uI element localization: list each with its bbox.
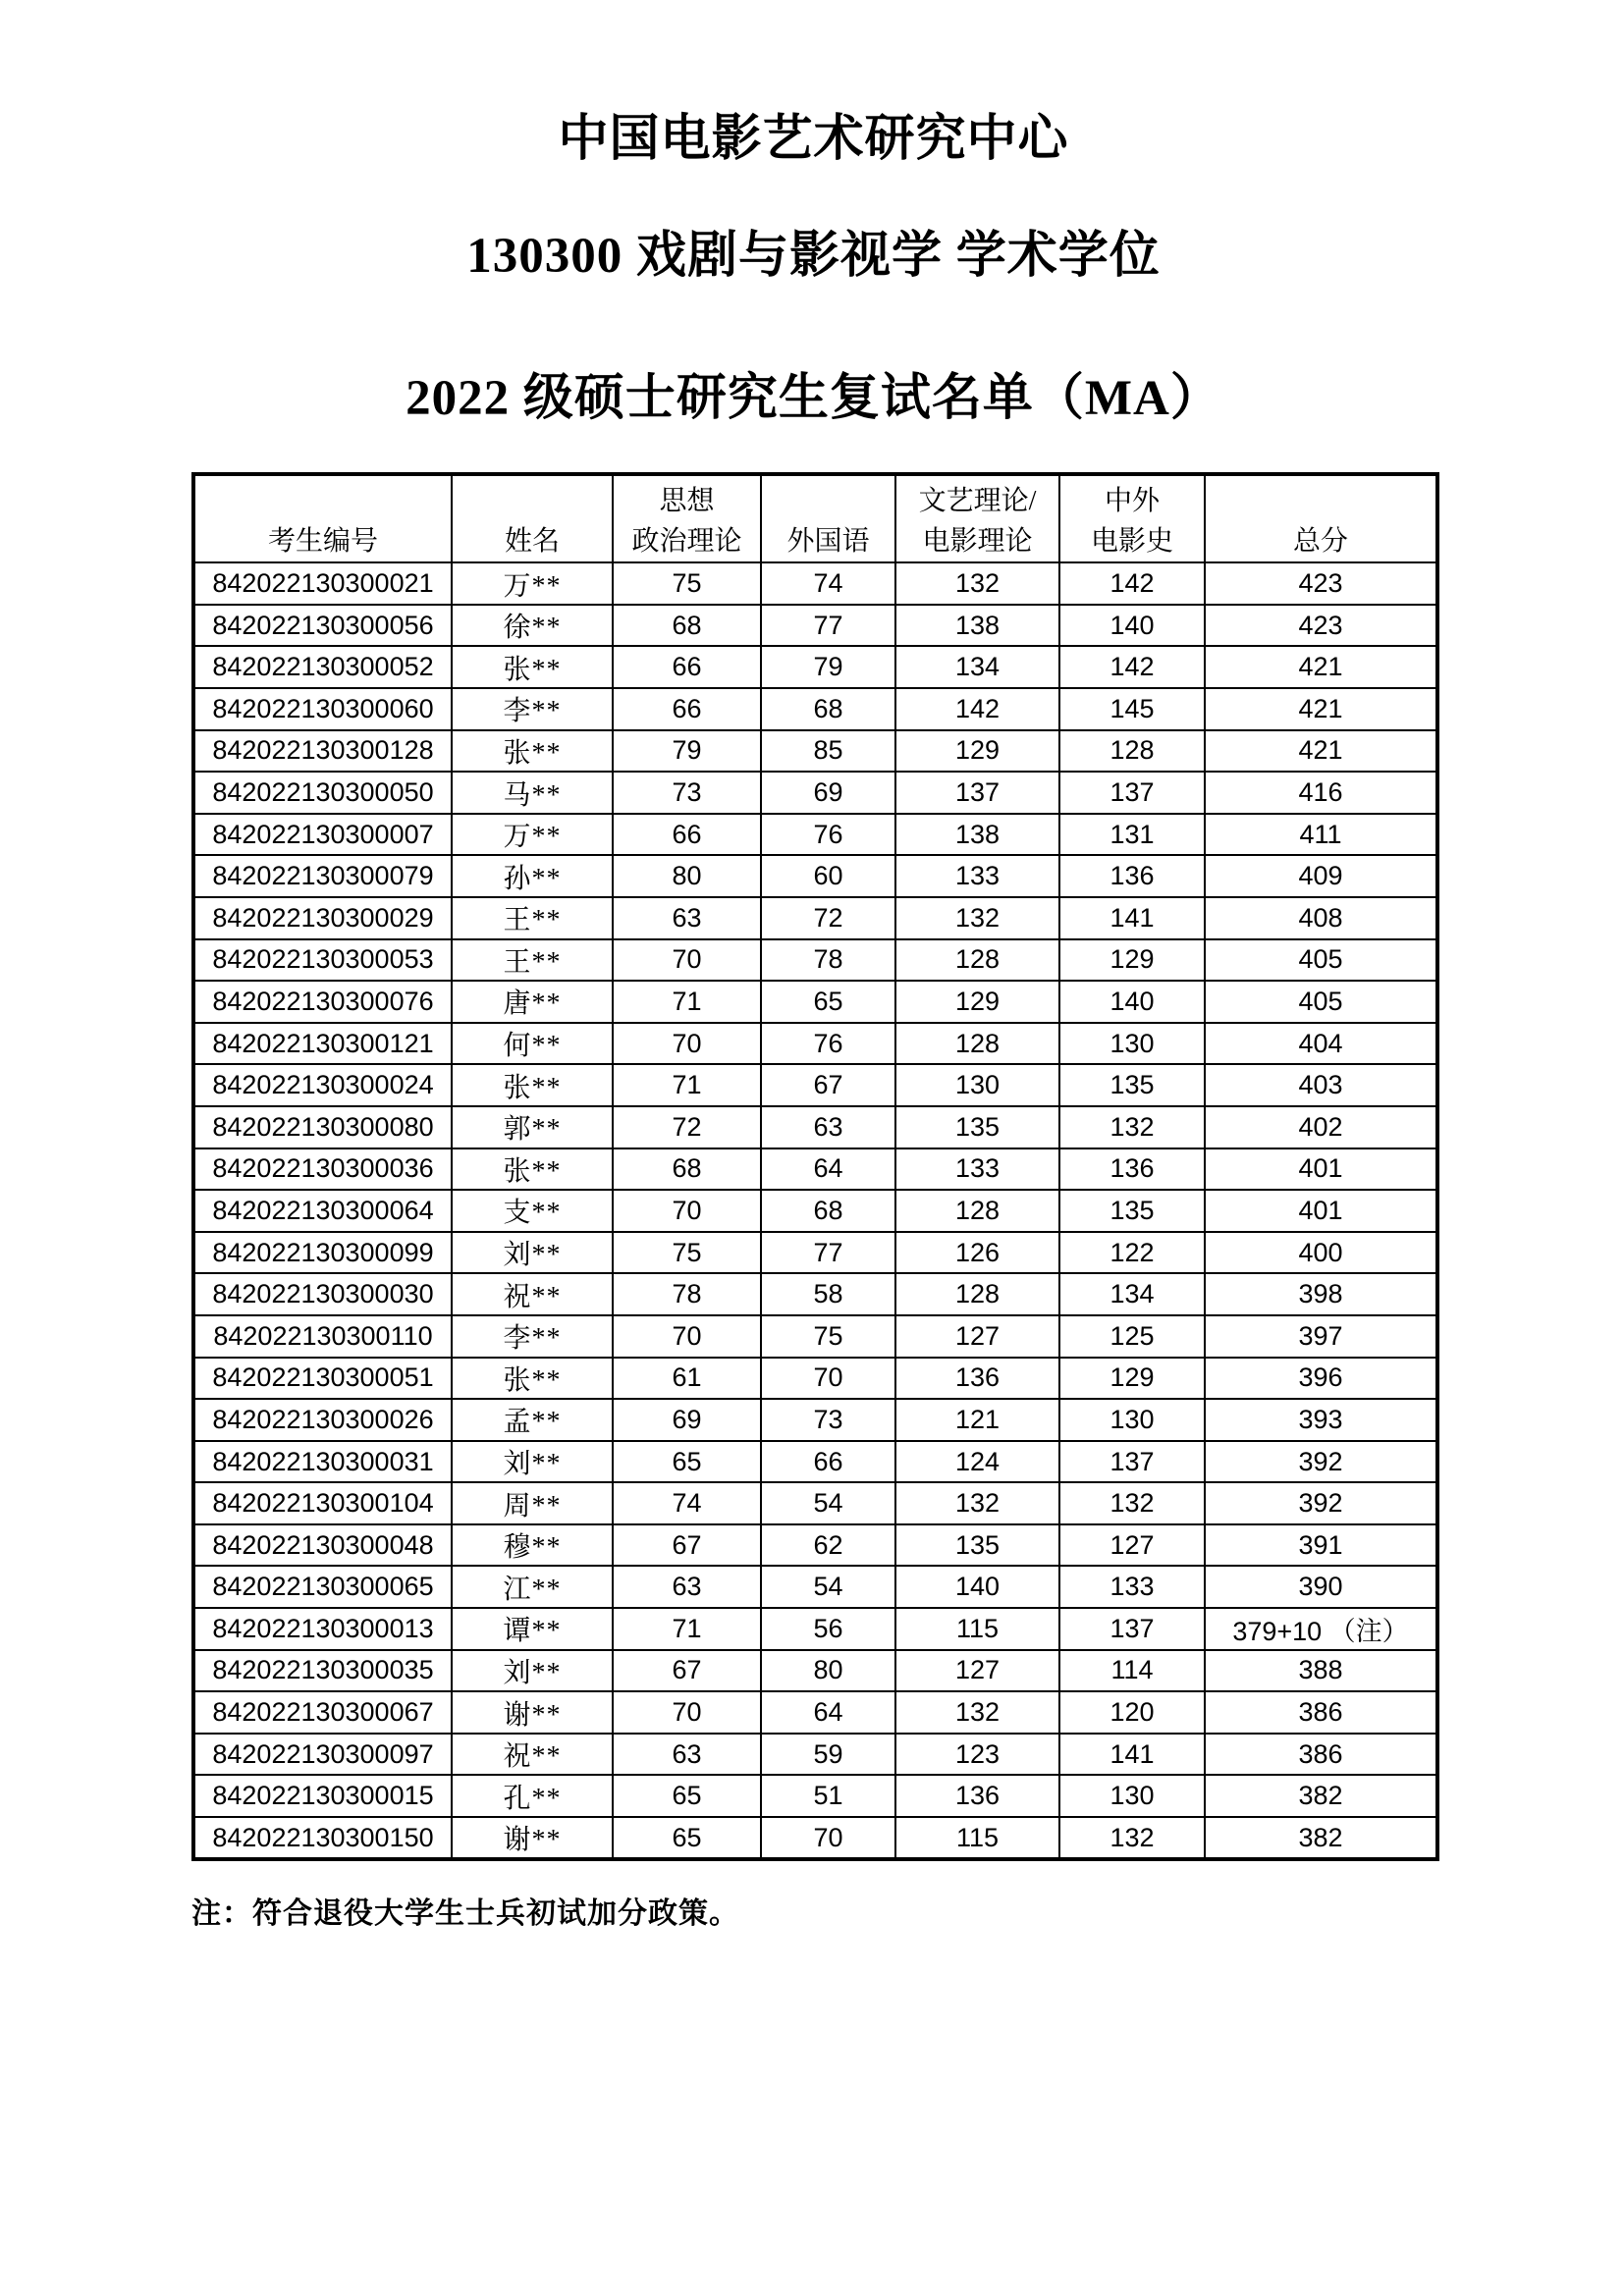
cell-politics: 70 <box>613 939 761 982</box>
cell-name: 张** <box>452 1064 613 1106</box>
table-row <box>193 772 1437 814</box>
cell-name: 张** <box>452 646 613 688</box>
table-row <box>193 1482 1437 1524</box>
cell-politics: 68 <box>613 1148 761 1191</box>
cell-foreign-language: 72 <box>761 897 895 939</box>
table-row <box>193 1441 1437 1483</box>
table-row <box>193 1650 1437 1692</box>
cell-name: 江** <box>452 1566 613 1608</box>
cell-film-theory: 135 <box>895 1106 1059 1148</box>
cell-candidate-no: 842022130300076 <box>193 981 452 1023</box>
cell-film-history: 140 <box>1059 981 1205 1023</box>
cell-foreign-language: 64 <box>761 1148 895 1191</box>
cell-total: 398 <box>1205 1273 1437 1315</box>
table-row <box>193 1734 1437 1776</box>
cell-politics: 71 <box>613 981 761 1023</box>
table-row <box>193 897 1437 939</box>
cell-total: 386 <box>1205 1734 1437 1776</box>
cell-foreign-language: 80 <box>761 1650 895 1692</box>
cell-name: 徐** <box>452 605 613 647</box>
cell-name: 郭** <box>452 1106 613 1148</box>
cell-politics: 71 <box>613 1608 761 1650</box>
cell-foreign-language: 54 <box>761 1566 895 1608</box>
cell-foreign-language: 51 <box>761 1775 895 1817</box>
cell-total: 409 <box>1205 855 1437 897</box>
cell-foreign-language: 78 <box>761 939 895 982</box>
cell-film-history: 133 <box>1059 1566 1205 1608</box>
cell-foreign-language: 58 <box>761 1273 895 1315</box>
cell-candidate-no: 842022130300064 <box>193 1190 452 1232</box>
cell-foreign-language: 64 <box>761 1691 895 1734</box>
cell-film-theory: 132 <box>895 897 1059 939</box>
header-cell-politics <box>613 474 761 562</box>
cell-film-theory: 129 <box>895 981 1059 1023</box>
cell-name: 谢** <box>452 1817 613 1859</box>
cell-name: 刘** <box>452 1232 613 1274</box>
cell-film-history: 125 <box>1059 1315 1205 1358</box>
results-table <box>191 472 1439 1861</box>
table-row <box>193 562 1437 605</box>
cell-candidate-no: 842022130300056 <box>193 605 452 647</box>
cell-film-history: 122 <box>1059 1232 1205 1274</box>
header-cell-film-history <box>1059 474 1205 562</box>
cell-total: 379+10 （注） <box>1205 1608 1437 1650</box>
cell-total: 401 <box>1205 1148 1437 1191</box>
cell-candidate-no: 842022130300110 <box>193 1315 452 1358</box>
cell-candidate-no: 842022130300079 <box>193 855 452 897</box>
table-row <box>193 605 1437 647</box>
header-cell-candidate-no <box>193 474 452 562</box>
cell-politics: 70 <box>613 1315 761 1358</box>
cell-foreign-language: 66 <box>761 1441 895 1483</box>
table-row <box>193 1064 1437 1106</box>
header-label: 总分 <box>1292 526 1348 558</box>
cell-total: 397 <box>1205 1315 1437 1358</box>
cell-film-history: 130 <box>1059 1399 1205 1441</box>
cell-candidate-no: 842022130300048 <box>193 1524 452 1567</box>
cell-film-theory: 135 <box>895 1524 1059 1567</box>
header-cell-total <box>1205 474 1437 562</box>
cell-name: 孔** <box>452 1775 613 1817</box>
table-row <box>193 855 1437 897</box>
cell-politics: 63 <box>613 1566 761 1608</box>
cell-candidate-no: 842022130300053 <box>193 939 452 982</box>
table-row <box>193 1608 1437 1650</box>
cell-name: 孙** <box>452 855 613 897</box>
table-row <box>193 981 1437 1023</box>
cell-film-theory: 115 <box>895 1817 1059 1859</box>
cell-foreign-language: 85 <box>761 730 895 773</box>
cell-candidate-no: 842022130300150 <box>193 1817 452 1859</box>
cell-film-history: 130 <box>1059 1775 1205 1817</box>
header-cell-film-theory <box>895 474 1059 562</box>
cell-politics: 73 <box>613 772 761 814</box>
cell-politics: 67 <box>613 1524 761 1567</box>
cell-film-theory: 132 <box>895 562 1059 605</box>
cell-film-theory: 138 <box>895 814 1059 856</box>
cell-film-theory: 132 <box>895 1691 1059 1734</box>
cell-candidate-no: 842022130300051 <box>193 1358 452 1400</box>
cell-film-theory: 127 <box>895 1650 1059 1692</box>
cell-film-theory: 123 <box>895 1734 1059 1776</box>
cell-film-history: 137 <box>1059 1441 1205 1483</box>
cell-candidate-no: 842022130300067 <box>193 1691 452 1734</box>
table-row <box>193 688 1437 730</box>
table-row <box>193 1358 1437 1400</box>
cell-foreign-language: 68 <box>761 688 895 730</box>
cell-candidate-no: 842022130300026 <box>193 1399 452 1441</box>
cell-total: 404 <box>1205 1023 1437 1065</box>
cell-film-history: 129 <box>1059 939 1205 982</box>
cell-politics: 69 <box>613 1399 761 1441</box>
cell-politics: 75 <box>613 1232 761 1274</box>
header-cell-foreign-language <box>761 474 895 562</box>
cell-total: 416 <box>1205 772 1437 814</box>
cell-foreign-language: 75 <box>761 1315 895 1358</box>
cell-foreign-language: 56 <box>761 1608 895 1650</box>
cell-film-history: 142 <box>1059 562 1205 605</box>
table-row <box>193 814 1437 856</box>
cell-politics: 72 <box>613 1106 761 1148</box>
cell-total: 393 <box>1205 1399 1437 1441</box>
cell-total: 392 <box>1205 1441 1437 1483</box>
cell-name: 李** <box>452 1315 613 1358</box>
cell-name: 唐** <box>452 981 613 1023</box>
cell-foreign-language: 62 <box>761 1524 895 1567</box>
header-label: 外国语 <box>786 526 870 558</box>
cell-foreign-language: 54 <box>761 1482 895 1524</box>
cell-foreign-language: 59 <box>761 1734 895 1776</box>
cell-politics: 68 <box>613 605 761 647</box>
cell-film-history: 142 <box>1059 646 1205 688</box>
cell-name: 何** <box>452 1023 613 1065</box>
cell-total: 411 <box>1205 814 1437 856</box>
cell-film-history: 127 <box>1059 1524 1205 1567</box>
cell-film-history: 120 <box>1059 1691 1205 1734</box>
cell-film-theory: 129 <box>895 730 1059 773</box>
cell-foreign-language: 70 <box>761 1817 895 1859</box>
cell-name: 周** <box>452 1482 613 1524</box>
cell-total: 391 <box>1205 1524 1437 1567</box>
cell-foreign-language: 79 <box>761 646 895 688</box>
table-row <box>193 730 1437 773</box>
cell-name: 张** <box>452 1358 613 1400</box>
cell-politics: 78 <box>613 1273 761 1315</box>
table-row <box>193 939 1437 982</box>
cell-total: 392 <box>1205 1482 1437 1524</box>
cell-politics: 70 <box>613 1691 761 1734</box>
cell-name: 张** <box>452 730 613 773</box>
subtitle-major-code: 130300 戏剧与影视学 学术学位 <box>466 229 1161 285</box>
cell-candidate-no: 842022130300104 <box>193 1482 452 1524</box>
header-label: 文艺理论/ <box>918 486 1037 517</box>
cell-politics: 67 <box>613 1650 761 1692</box>
cell-film-history: 114 <box>1059 1650 1205 1692</box>
table-row <box>193 1691 1437 1734</box>
cell-film-theory: 128 <box>895 939 1059 982</box>
header-label: 电影理论 <box>922 526 1033 558</box>
cell-film-theory: 136 <box>895 1775 1059 1817</box>
cell-name: 刘** <box>452 1650 613 1692</box>
cell-foreign-language: 76 <box>761 1023 895 1065</box>
cell-film-theory: 132 <box>895 1482 1059 1524</box>
cell-name: 李** <box>452 688 613 730</box>
cell-total: 423 <box>1205 562 1437 605</box>
cell-candidate-no: 842022130300121 <box>193 1023 452 1065</box>
cell-foreign-language: 77 <box>761 1232 895 1274</box>
cell-film-history: 134 <box>1059 1273 1205 1315</box>
cell-name: 王** <box>452 897 613 939</box>
cell-politics: 65 <box>613 1441 761 1483</box>
cell-politics: 80 <box>613 855 761 897</box>
cell-foreign-language: 76 <box>761 814 895 856</box>
cell-name: 马** <box>452 772 613 814</box>
cell-name: 张** <box>452 1148 613 1191</box>
cell-total: 403 <box>1205 1064 1437 1106</box>
cell-film-theory: 127 <box>895 1315 1059 1358</box>
cell-film-history: 136 <box>1059 1148 1205 1191</box>
cell-film-theory: 128 <box>895 1190 1059 1232</box>
footnote: 注：符合退役大学生士兵初试加分政策。 <box>191 1897 739 1931</box>
cell-foreign-language: 60 <box>761 855 895 897</box>
cell-total: 390 <box>1205 1566 1437 1608</box>
cell-foreign-language: 69 <box>761 772 895 814</box>
cell-total: 396 <box>1205 1358 1437 1400</box>
cell-film-history: 141 <box>1059 897 1205 939</box>
cell-name: 支** <box>452 1190 613 1232</box>
cell-total: 382 <box>1205 1775 1437 1817</box>
table-row <box>193 1023 1437 1065</box>
cell-candidate-no: 842022130300052 <box>193 646 452 688</box>
cell-candidate-no: 842022130300030 <box>193 1273 452 1315</box>
cell-film-theory: 136 <box>895 1358 1059 1400</box>
cell-name: 祝** <box>452 1273 613 1315</box>
cell-politics: 79 <box>613 730 761 773</box>
cell-candidate-no: 842022130300013 <box>193 1608 452 1650</box>
cell-total: 405 <box>1205 981 1437 1023</box>
cell-film-history: 135 <box>1059 1190 1205 1232</box>
cell-foreign-language: 65 <box>761 981 895 1023</box>
cell-film-history: 140 <box>1059 605 1205 647</box>
cell-total: 388 <box>1205 1650 1437 1692</box>
table-header <box>193 474 1437 562</box>
cell-politics: 71 <box>613 1064 761 1106</box>
cell-film-theory: 115 <box>895 1608 1059 1650</box>
cell-foreign-language: 63 <box>761 1106 895 1148</box>
cell-total: 405 <box>1205 939 1437 982</box>
cell-film-theory: 126 <box>895 1232 1059 1274</box>
table-row <box>193 1106 1437 1148</box>
cell-total: 421 <box>1205 646 1437 688</box>
cell-candidate-no: 842022130300097 <box>193 1734 452 1776</box>
cell-name: 万** <box>452 562 613 605</box>
cell-foreign-language: 77 <box>761 605 895 647</box>
cell-candidate-no: 842022130300060 <box>193 688 452 730</box>
cell-film-theory: 140 <box>895 1566 1059 1608</box>
cell-name: 谭** <box>452 1608 613 1650</box>
table-row <box>193 1775 1437 1817</box>
document-page <box>191 0 1435 1932</box>
cell-name: 孟** <box>452 1399 613 1441</box>
cell-film-theory: 138 <box>895 605 1059 647</box>
cell-name: 万** <box>452 814 613 856</box>
cell-candidate-no: 842022130300080 <box>193 1106 452 1148</box>
cell-total: 382 <box>1205 1817 1437 1859</box>
cell-total: 423 <box>1205 605 1437 647</box>
cell-foreign-language: 73 <box>761 1399 895 1441</box>
cell-film-theory: 128 <box>895 1273 1059 1315</box>
cell-film-history: 128 <box>1059 730 1205 773</box>
cell-politics: 70 <box>613 1023 761 1065</box>
cell-film-theory: 128 <box>895 1023 1059 1065</box>
cell-candidate-no: 842022130300029 <box>193 897 452 939</box>
cell-film-history: 136 <box>1059 855 1205 897</box>
cell-film-history: 132 <box>1059 1817 1205 1859</box>
cell-foreign-language: 70 <box>761 1358 895 1400</box>
table-row <box>193 1190 1437 1232</box>
cell-film-history: 129 <box>1059 1358 1205 1400</box>
cell-film-theory: 133 <box>895 855 1059 897</box>
cell-politics: 66 <box>613 646 761 688</box>
cell-candidate-no: 842022130300050 <box>193 772 452 814</box>
cell-film-history: 145 <box>1059 688 1205 730</box>
cell-film-theory: 134 <box>895 646 1059 688</box>
table-row <box>193 1817 1437 1859</box>
table-row <box>193 646 1437 688</box>
cell-politics: 74 <box>613 1482 761 1524</box>
cell-film-theory: 142 <box>895 688 1059 730</box>
cell-film-history: 135 <box>1059 1064 1205 1106</box>
cell-candidate-no: 842022130300021 <box>193 562 452 605</box>
header-label: 考生编号 <box>267 526 378 558</box>
cell-candidate-no: 842022130300099 <box>193 1232 452 1274</box>
cell-candidate-no: 842022130300065 <box>193 1566 452 1608</box>
cell-name: 刘** <box>452 1441 613 1483</box>
cell-film-history: 137 <box>1059 1608 1205 1650</box>
header-cell-name <box>452 474 613 562</box>
table-row <box>193 1524 1437 1567</box>
cell-total: 400 <box>1205 1232 1437 1274</box>
cell-total: 408 <box>1205 897 1437 939</box>
cell-total: 386 <box>1205 1691 1437 1734</box>
subtitle-roster-name: 2022 级硕士研究生复试名单（MA） <box>406 371 1221 427</box>
table-body <box>193 562 1437 1859</box>
cell-politics: 65 <box>613 1817 761 1859</box>
cell-candidate-no: 842022130300015 <box>193 1775 452 1817</box>
header-label: 政治理论 <box>631 526 742 558</box>
cell-total: 421 <box>1205 730 1437 773</box>
cell-total: 402 <box>1205 1106 1437 1148</box>
cell-total: 401 <box>1205 1190 1437 1232</box>
header-label: 中外 <box>1104 486 1160 517</box>
header-label: 思想 <box>659 486 715 517</box>
header-label: 姓名 <box>504 526 560 558</box>
cell-name: 王** <box>452 939 613 982</box>
cell-foreign-language: 68 <box>761 1190 895 1232</box>
table-row <box>193 1148 1437 1191</box>
table-row <box>193 1273 1437 1315</box>
cell-name: 穆** <box>452 1524 613 1567</box>
cell-foreign-language: 74 <box>761 562 895 605</box>
header-label: 电影史 <box>1090 526 1173 558</box>
cell-film-theory: 133 <box>895 1148 1059 1191</box>
cell-film-theory: 137 <box>895 772 1059 814</box>
cell-politics: 61 <box>613 1358 761 1400</box>
cell-film-theory: 130 <box>895 1064 1059 1106</box>
cell-politics: 66 <box>613 814 761 856</box>
cell-candidate-no: 842022130300024 <box>193 1064 452 1106</box>
cell-name: 谢** <box>452 1691 613 1734</box>
cell-film-theory: 124 <box>895 1441 1059 1483</box>
cell-film-theory: 121 <box>895 1399 1059 1441</box>
table-row <box>193 1232 1437 1274</box>
cell-candidate-no: 842022130300035 <box>193 1650 452 1692</box>
cell-film-history: 132 <box>1059 1482 1205 1524</box>
cell-politics: 63 <box>613 897 761 939</box>
page-title: 中国电影艺术研究中心 <box>558 112 1069 167</box>
cell-name: 祝** <box>452 1734 613 1776</box>
cell-film-history: 131 <box>1059 814 1205 856</box>
cell-candidate-no: 842022130300007 <box>193 814 452 856</box>
cell-candidate-no: 842022130300036 <box>193 1148 452 1191</box>
table-header-row <box>193 474 1437 562</box>
cell-politics: 75 <box>613 562 761 605</box>
cell-film-history: 137 <box>1059 772 1205 814</box>
cell-film-history: 132 <box>1059 1106 1205 1148</box>
cell-politics: 66 <box>613 688 761 730</box>
table-row <box>193 1315 1437 1358</box>
table-row <box>193 1399 1437 1441</box>
cell-candidate-no: 842022130300128 <box>193 730 452 773</box>
cell-politics: 70 <box>613 1190 761 1232</box>
cell-film-history: 141 <box>1059 1734 1205 1776</box>
cell-film-history: 130 <box>1059 1023 1205 1065</box>
cell-politics: 63 <box>613 1734 761 1776</box>
cell-foreign-language: 67 <box>761 1064 895 1106</box>
cell-politics: 65 <box>613 1775 761 1817</box>
cell-total: 421 <box>1205 688 1437 730</box>
table-row <box>193 1566 1437 1608</box>
cell-candidate-no: 842022130300031 <box>193 1441 452 1483</box>
